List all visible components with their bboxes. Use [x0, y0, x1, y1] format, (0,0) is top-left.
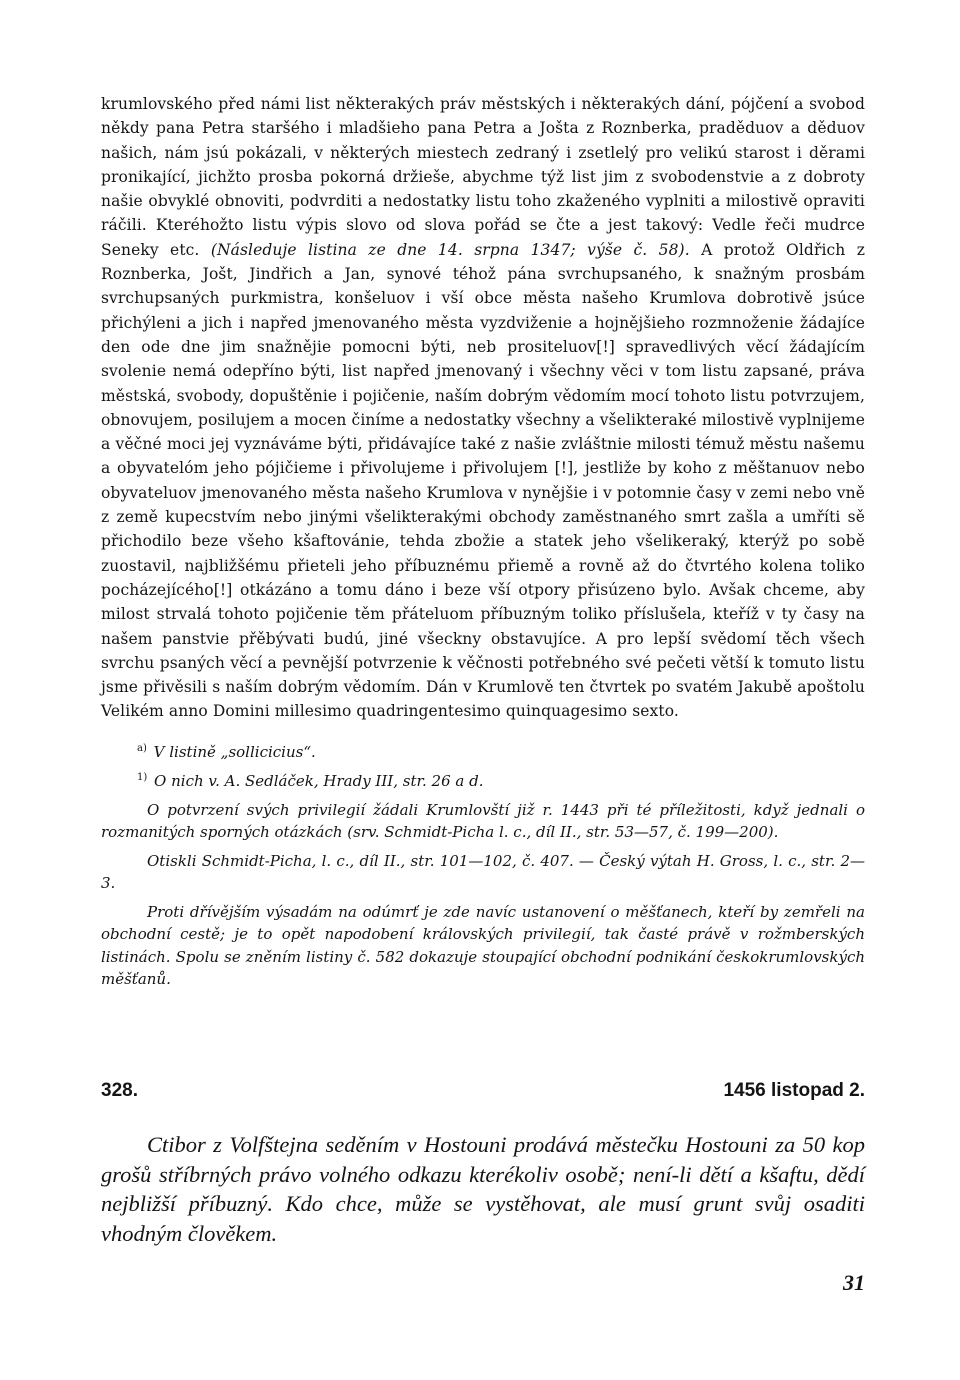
footnote-1	[101, 767, 865, 793]
footnotes	[101, 738, 865, 793]
footnote-text: V listině „sollicicius“.	[153, 742, 316, 761]
footnote-a	[101, 738, 865, 764]
entry-date: 1456 listopad 2.	[723, 1080, 865, 1101]
charter-text	[101, 92, 865, 724]
editorial-note-1: O potvrzení svých privilegií žádali Krumlovští již r. 1443 při té příležitosti, když jednali o rozmanitých sporných otázkách (srv. Schmidt-Picha l. c., díl II., str. 53—57, č. 199—200).	[101, 800, 865, 842]
editorial-note-3: Proti dřívějším výsadám na odúmrť je zde navíc ustanovení o měšťanech, kteří by zemřeli na obchodní cestě; je to opět napodobení královských privilegií, tak časté právě v rožmberských listinách. Spolu se zněním listiny č. 582 dokazuje stoupající obchodní podnikání českokrumlovských měšťanů.	[101, 902, 865, 989]
page-number: 31	[843, 1270, 865, 1295]
footnote-text: O nich v. A. Sedláček, Hrady III, str. 26 a d.	[154, 772, 484, 791]
footnote-mark: a)	[137, 742, 147, 754]
charter-text-part-2: A protož Oldřich z Roznberka, Jošt, Jindřich a Jan, synové téhož pána svrchupsaného, k snažným prosbám svrchupsaných purkmistra, konšeluov i vší obce města našeho Krumlova dobrotivě jsúce přichýleni a jich i napřed jmenovaného města vyzdviženie a hojnějšieho rozmnoženie žádajíce den ode dne jim snažnějie pomocni býti, neb prositeluov[!] spravedlivých věcí žádajícím svolenie nemá odepříno býti, list napřed jmenovaný i všechny věci v tom listu zapsané, práva městská, svobody, dopuštěnie i pojičenie, naším dobrým vědomím mocí tohoto listu potvrzujem, obnovujem, posilujem a mocen činíme a nedostatky všechny a všelikteraké milostivě vyplnijeme a věčné moci jej vyznáváme býti, přidávajíce také z našie zvláštnie milosti témuž městu našemu a obyvatelóm jeho pójičieme i přivolujeme i přivolujem [!], jestliže by koho z měštanuov nebo obyvateluov jmenovaného města našeho Krumlova v nynějšie i v potomnie časy v zemi nebo vně z země kupecstvím nebo jinými všelikterakými obchody zaměstnaného smrt zašla a umříti sě přichodilo beze všeho kšaftovánie, tehda zbožie a statek jeho všelikeraký, kterýž po sobě zuostavil, najbližšému přieteli jeho příbuznému přiemě a rovně až do čtvrtého kolena toliko pocházejícého[!] otkázáno a tomu dáno i beze vší otpory přisúzeno bylo. Avšak chceme, aby milost strvalá tohoto pojičenie těm přáteluom příbuzným toliko příslušela, kteříž v ty časy na našem panstvie přěbývati budú, jiné všeckny obstavujíce. A pro lepší svědomí těch všech svrchu psaných věcí a pevnější potvrzenie k věčnosti potřebného své pečeti větší k tomuto listu jsme přivěsili s naším dobrým vědomím. Dán v Krumlově ten čtvrtek po svatém Jakubě apoštolu Velikém anno Domini millesimo quadringentesimo quinquagesimo sexto.	[101, 240, 865, 721]
entry-regest: Ctibor z Volfštejna seděním v Hostouni prodává městečku Hostouni za 50 kop grošů stříbrných právo volného odkazu kterékoliv osobě; není-li dětí a kšaftu, dědí nejbližší příbuzný. Kdo chce, může se vystěhovat, ale musí grunt svůj osaditi vhodným člověkem.	[101, 1132, 865, 1246]
document-page	[101, 92, 865, 1295]
footnote-mark: 1)	[137, 772, 148, 784]
editorial-note-2: Otiskli Schmidt-Picha, l. c., díl II., str. 101—102, č. 407. — Český výtah H. Gross, l. c., str. 2—3.	[101, 851, 865, 893]
entry-number: 328.	[101, 1080, 138, 1101]
entry-heading	[101, 1080, 865, 1108]
charter-text-italic-insert: (Následuje listina ze dne 14. srpna 1347; výše č. 58).	[210, 240, 690, 259]
charter-text-part-1: krumlovského před námi list některakých práv městských i některakých dání, pójčení a svobod někdy pana Petra staršého i mladšieho pana Petra a Jošta z Roznberka, praděduov a děduov našich, nám jsú pokázali, v některých miestech zedraný i zsetlelý pro velikú starost i děrami pronikající, jichžto prosba pokorná držieše, abychme týž list jim z svobodenstvie a z dobroty našie obvyklé obnoviti, podvrditi a nedostatky listu toho zkaženého vyplniti a milostivě opraviti ráčili. Kteréhožto listu výpis slovo od slova pořád se čte a jest takový: Vedle řeči mudrce Seneky etc.	[101, 95, 865, 259]
